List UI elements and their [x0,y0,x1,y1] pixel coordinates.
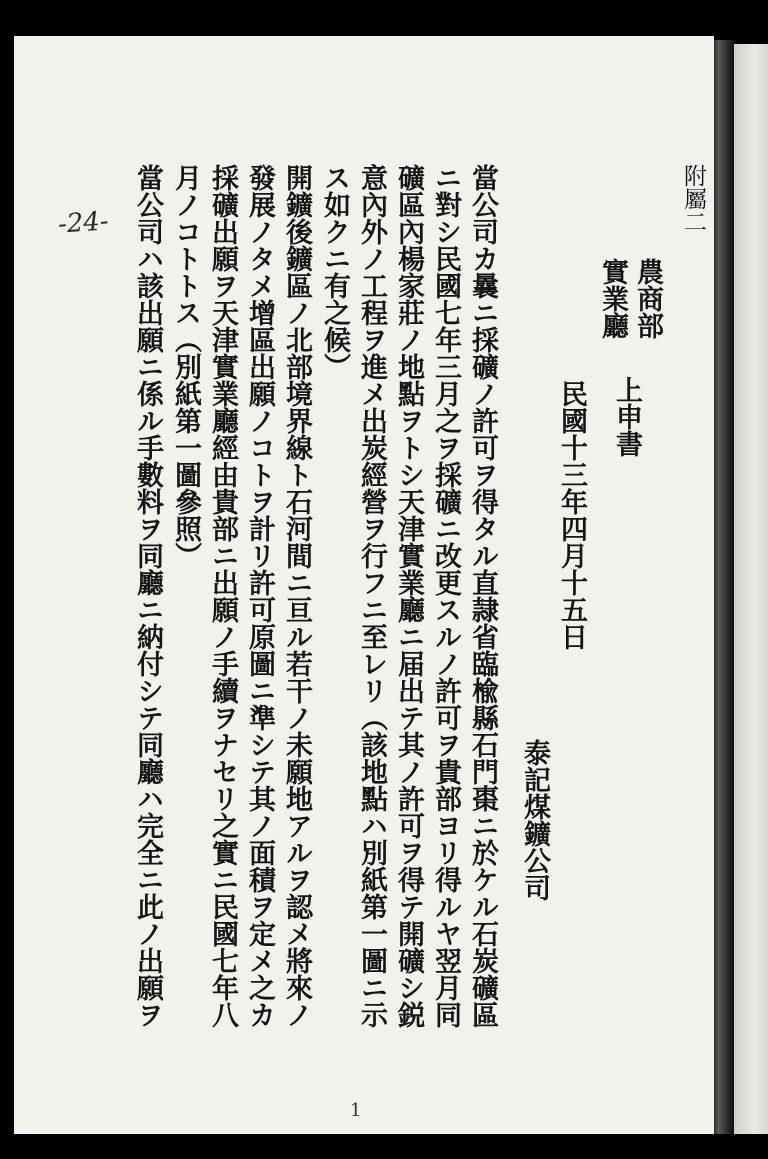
body-column-3: 礦區內楊家莊ノ地點ヲトシ天津實業廳ニ届出テ其ノ許可ヲ得テ開礦シ鋭 [393,164,424,1028]
company-name: 泰記煤鑛公司 [519,739,550,901]
document-date: 民國十三年四月十五日 [556,380,587,650]
body-column-2: ニ對シ民國七年三月之ヲ採礦ニ改更スルノ許可ヲ貴部ヨリ得ルヤ翌月同 [430,164,461,1028]
document-page [14,36,714,1134]
document-title: 上申書 [611,376,642,457]
body-column-9: 月ノコトトス（別紙第一圖參照） [170,164,201,569]
page-edge [734,44,768,1134]
addressee-line2: 實業廳 [597,258,628,339]
body-column-7: 發展ノタメ增區出願ノコトヲ計リ許可原圖ニ準シテ其ノ面積ヲ定メ之カ [244,164,275,1028]
body-column-1: 當公司カ曩ニ採礦ノ許可ヲ得タル直隷省臨楡縣石門棗ニ於ケル石炭礦區 [467,164,498,1028]
appendix-label: 附屬二 [680,164,706,233]
body-column-6: 開鑛後鑛區ノ北部境界線ト石河間ニ亘ル若干ノ未願地アルヲ認メ將來ノ [281,164,312,1028]
folio-mark: 1 [350,1100,362,1121]
body-column-4: 意內外ノ工程ヲ進メ出炭經營ヲ行フニ至レリ（該地點ハ別紙第一圖ニ示 [356,164,387,1028]
book-binding [712,40,734,1134]
body-column-10: 當公司ハ該出願ニ係ル手數料ヲ同廳ニ納付シテ同廳ハ完全ニ此ノ出願ヲ [132,164,163,1028]
page-number: -24- [57,206,110,240]
body-column-5: ス如クニ有之候） [319,164,350,380]
body-column-8: 採礦出願ヲ天津實業廳經由貴部ニ出願ノ手續ヲナセリ之實ニ民國七年八 [207,164,238,1028]
addressee-line1: 農商部 [632,258,663,339]
